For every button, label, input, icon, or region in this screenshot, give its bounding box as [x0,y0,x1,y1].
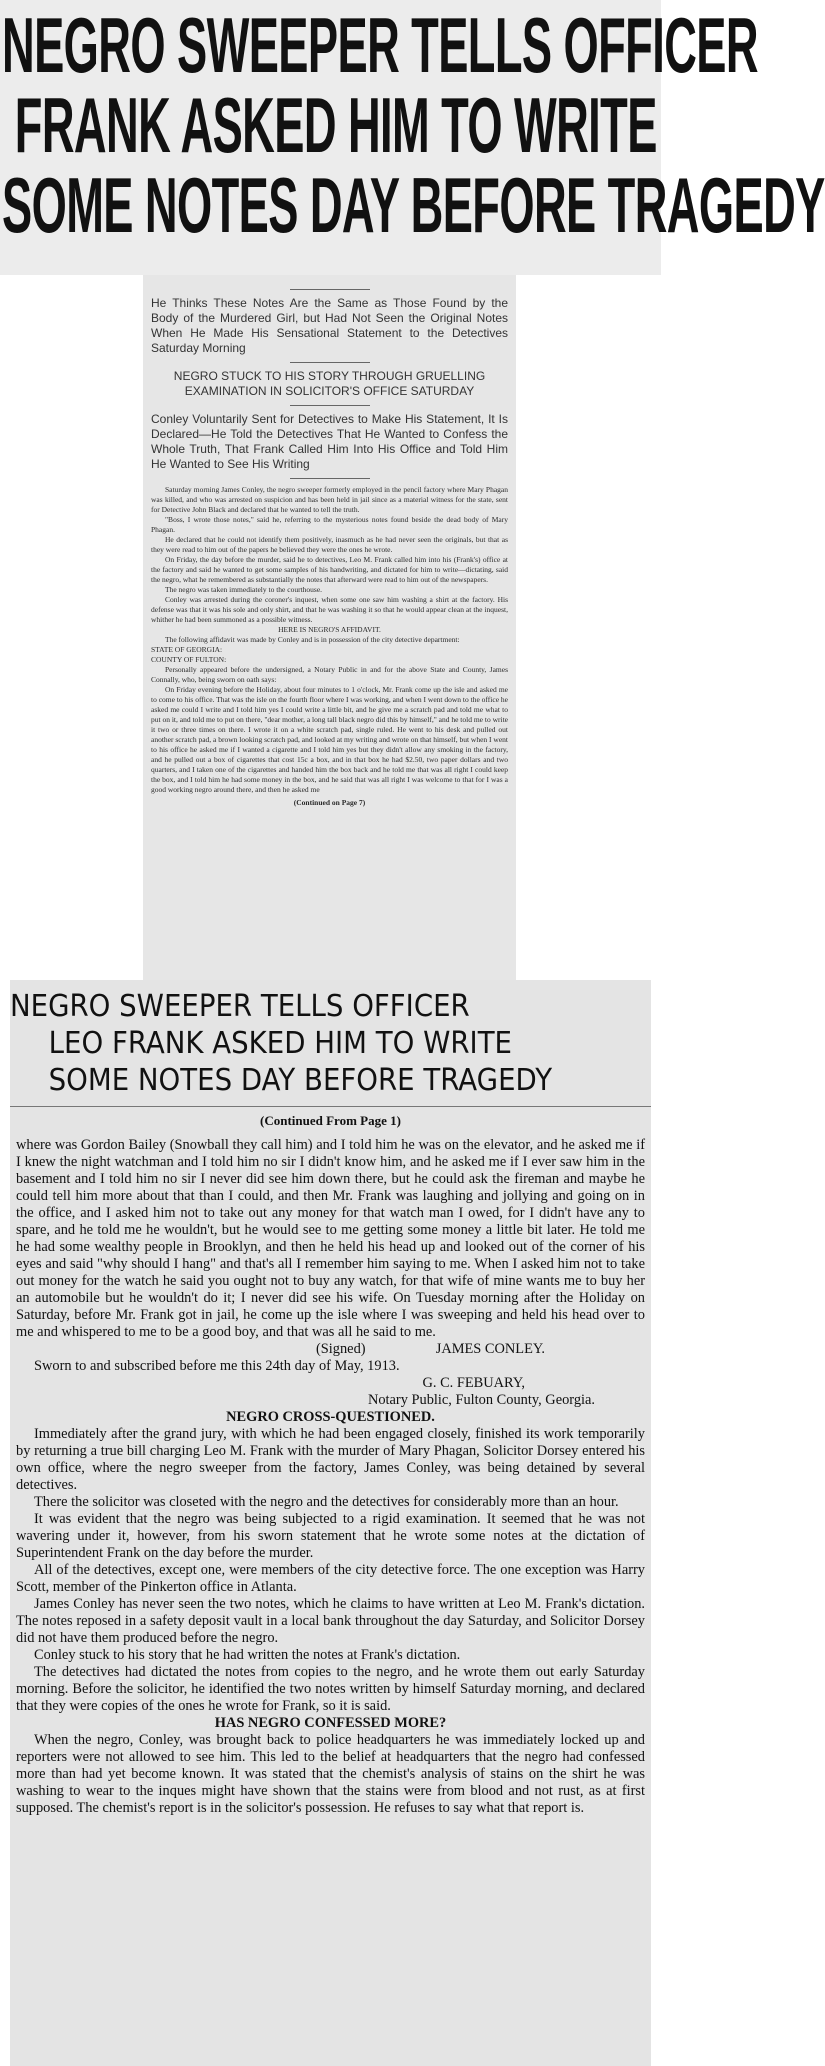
rule [290,289,370,290]
subhead-cross-questioned: NEGRO CROSS-QUESTIONED. [226,1409,435,1425]
paragraph: On Friday evening before the Holiday, about four minutes to 1 o'clock, Mr. Frank come up the isle and asked me to come to his office. That was the isle on the fourth floor where I was working, and when I went down to the office he asked me could I write and I told him yes I could write a little bit, and he give me a scratch pad and told me what to put on it, and told me to put on there, "dear mother, a long tall black negro did this by himself," and he told me to write it two or three times on there. I wrote it on a white scratch pad, single ruled. He went to his desk and pulled out another scratch pad, a brown looking scratch pad, and looked at my writing and wrote on that himself, but when I went to his office he asked me if I wanted a cigarette and I told him yes but they didn't allow any smoking in the factory, and he pulled out a box of cigarettes that cost 15c a box, and in that box he had $2.50, two paper dollars and two quarters, and I taken one of the cigarettes and handed him the box back and he told me that was all right I could keep the box, and I told him he had some money in the box, and he said that was all right I was welcome to that for I was a good working negro around there, and then he asked me [151,685,508,794]
headline-line-3: SOME NOTES DAY BEFORE TRAGEDY [2,161,825,249]
headline-line-2: LEO FRANK ASKED HIM TO WRITE [48,1026,513,1061]
rule [290,362,370,363]
paragraph: He declared that he could not identify them positively, inasmuch as he had never seen the originals, but that as they were read to him out of the papers he believed they were the ones he wrote. [151,535,508,554]
paragraph: All of the detectives, except one, were members of the city detective force. The one exception was Harry Scott, member of the Pinkerton office in Atlanta. [16,1562,645,1595]
notary-name: G. C. FEBUARY, [422,1375,525,1391]
main-headline [2,1,825,249]
paragraph: James Conley has never seen the two notes, which he claims to have written at Leo M. Frank's dictation. The notes reposed in a safety deposit vault in a local bank throughout the day Saturday, and Solicitor Dorsey did not have them produced before the negro. [16,1596,645,1646]
paragraph: Saturday morning James Conley, the negro sweeper formerly employed in the pencil factory where Mary Phagan was killed, and who was arrested on suspicion and has been held in jail since as a material witness for the state, sent for Detective John Black and declared that he wanted to tell the truth. [151,485,508,514]
subhead-affidavit: HERE IS NEGRO'S AFFIDAVIT. [278,625,381,634]
deck-1: He Thinks These Notes Are the Same as Those Found by the Body of the Murdered Girl, but Had Not Seen the Original Notes When He Made His Sensational Statement to the Detectives Saturday Morning [151,296,508,355]
signature-line [16,1341,645,1358]
paragraph: Conley stuck to his story that he had written the notes at Frank's dictation. [34,1647,461,1663]
paragraph: where was Gordon Bailey (Snowball they call him) and I told him he was on the elevator, and he asked me if I knew the night watchman and I told him no sir I didn't know him, and he asked me if I ever saw him in the basement and I told him no sir I never did see him down there, but he could ask the fireman and maybe he could tell him more about that than I could, and then Mr. Frank was laughing and jollying and going on in the office, and I asked him not to take out any money for that watch man I owed, for I didn't have any to spare, and he told me he wouldn't, but he would see to me getting some money a little bit later. He told me he had some wealthy people in Brooklyn, and then he held his head up and looked out of the corner of his eyes and said "why should I hang" and that's all I remember him saying to me. When I asked him not to take out money for the watch he said you ought not to buy any watch, for that wife of mine wants me to buy her an automobile but he wouldn't do it; I never did see his wife. On Tuesday morning after the Holiday on Saturday, before Mr. Frank got in jail, he come up the isle where I was sweeping and held his head over to me and whispered to me to be a good boy, and that was all he said to me. [16,1137,645,1340]
headline-clipping [0,0,825,275]
headline-line-1: NEGRO SWEEPER TELLS OFFICER [10,989,470,1024]
headline-line-1: NEGRO SWEEPER TELLS OFFICER [2,1,758,89]
rule [290,478,370,479]
paragraph: Conley was arrested during the coroner's inquest, when some one saw him washing a shirt at the factory. His defense was that it was his sole and only shirt, and that he was washing it so that he would appear clean at the inquest, whither he had been summoned as a possible witness. [151,595,508,624]
article-body [151,485,508,808]
rule [290,405,370,406]
continuation-headline [10,988,552,1099]
signed-name: JAMES CONLEY. [435,1341,545,1357]
continuation-clipping [10,980,651,2066]
notary-title: Notary Public, Fulton County, Georgia. [367,1392,595,1408]
deck-2: NEGRO STUCK TO HIS STORY THROUGH GRUELLING EXAMINATION IN SOLICITOR'S OFFICE SATURDAY [173,369,486,398]
signed-label: (Signed) [316,1341,366,1357]
headline-line-2: FRANK ASKED HIM TO WRITE [14,81,657,169]
paragraph: "Boss, I wrote those notes," said he, referring to the mysterious notes found beside the dead body of Mary Phagan. [151,515,508,534]
sworn-line: Sworn to and subscribed before me this 24th day of May, 1913. [34,1358,400,1374]
article-column-clipping [143,275,516,980]
continued-note: (Continued on Page 7) [293,798,366,807]
continuation-body [16,1112,645,1817]
paragraph: There the solicitor was closeted with the negro and the detectives for considerably more than an hour. [34,1494,619,1510]
rule [10,1106,651,1107]
paragraph: The negro was taken immediately to the courthouse. [165,585,323,594]
paragraph: On Friday, the day before the murder, said he to detectives, Leo M. Frank called him into his (Frank's) office at the factory and said he wanted to get some samples of his handwriting, and dictated for him to write—dictating, said the negro, what he remembered as substantially the notes that afterward were read to him out of the newspapers. [151,555,508,584]
paragraph: Immediately after the grand jury, with which he had been engaged closely, finished its work temporarily by returning a true bill charging Leo M. Frank with the murder of Mary Phagan, Solicitor Dorsey entered his own office, where the negro sweeper from the factory, James Conley, was being detained by several detectives. [16,1426,645,1493]
paragraph: When the negro, Conley, was brought back to police headquarters he was immediately locked up and reporters were not allowed to see him. This led to the belief at headquarters that the negro had confessed more than had yet become known. It was stated that the chemist's analysis of stains on the shirt he was washing to wear to the inques might have shown that the stains were from blood and not rust, as at first supposed. The chemist's report is in the solicitor's possession. He refuses to say what that report is. [16,1732,645,1816]
state-line: STATE OF GEORGIA: [151,645,223,654]
paragraph: Personally appeared before the undersigned, a Notary Public in and for the above State and County, James Connally, who, being sworn on oath says: [151,665,508,684]
headline-line-3: SOME NOTES DAY BEFORE TRAGEDY [48,1063,553,1098]
county-line: COUNTY OF FULTON: [151,655,227,664]
continued-from: (Continued From Page 1) [260,1113,401,1128]
paragraph: It was evident that the negro was being subjected to a rigid examination. It seemed that he was not wavering under it, however, from his sworn statement that he wrote some notes at the dictation of Superintendent Frank on the day before the murder. [16,1511,645,1561]
paragraph: The following affidavit was made by Conley and is in possession of the city detective department: [165,635,460,644]
deck-3: Conley Voluntarily Sent for Detectives to Make His Statement, It Is Declared—He Told the Detectives That He Wanted to Confess the Whole Truth, That Frank Called Him Into His Office and Told Him He Wanted to See His Writing [151,412,508,471]
subhead-confessed-more: HAS NEGRO CONFESSED MORE? [214,1715,447,1731]
paragraph: The detectives had dictated the notes from copies to the negro, and he wrote them out early Saturday morning. Before the solicitor, he identified the two notes written by himself Saturday morning, and declared that they were copies of the ones he wrote for Frank, so it is said. [16,1664,645,1714]
